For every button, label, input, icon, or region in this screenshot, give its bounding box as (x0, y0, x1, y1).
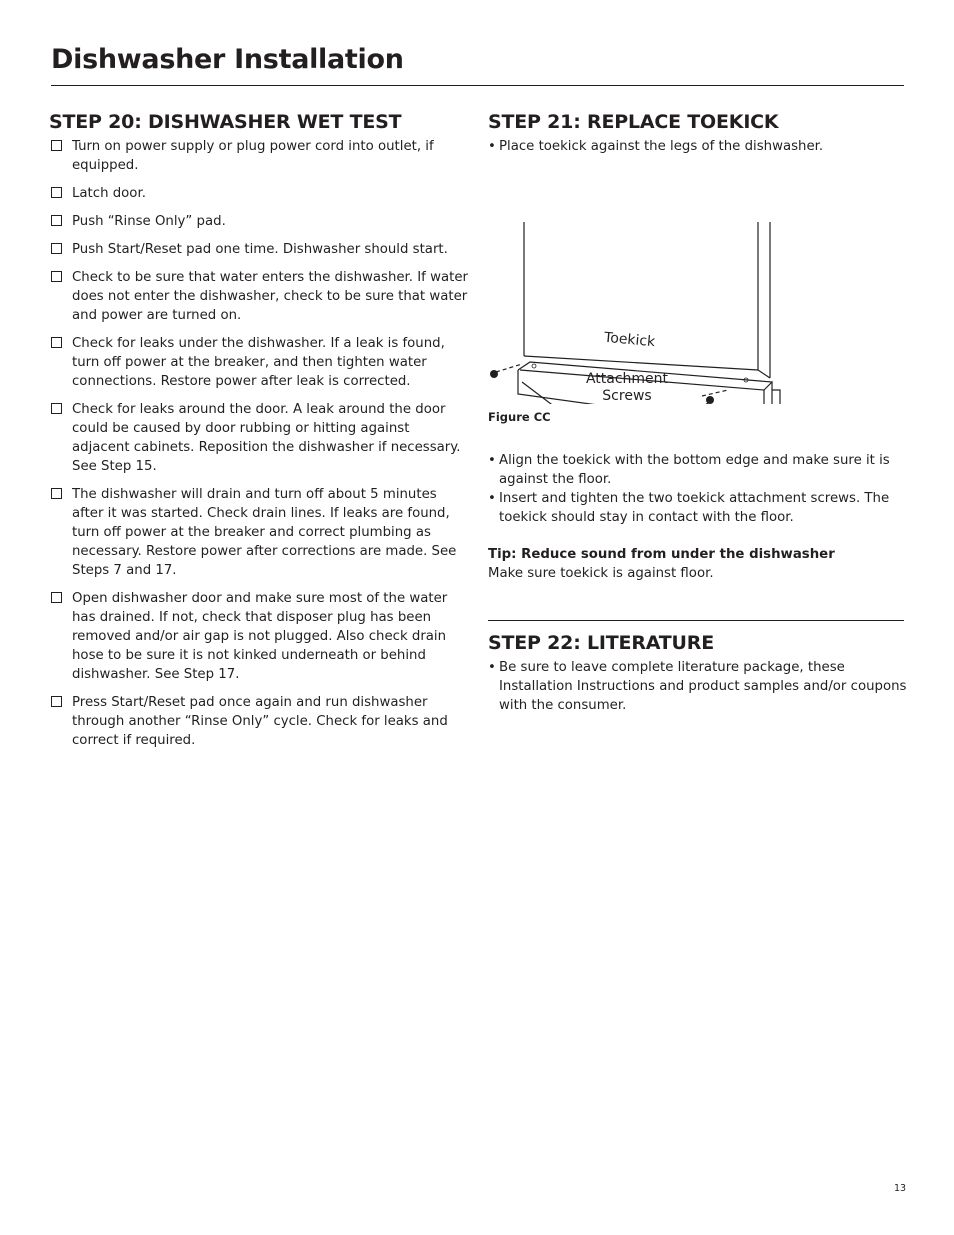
bullet-glyph: • (488, 453, 496, 468)
step20-section (49, 110, 469, 759)
checkbox[interactable] (51, 271, 62, 282)
checkbox[interactable] (51, 403, 62, 414)
step21-intro-text: Place toekick against the legs of the dishwasher. (499, 139, 824, 154)
checklist-item (49, 400, 469, 476)
checklist-item (49, 240, 469, 259)
toekick-illustration (488, 164, 798, 404)
toekick-figure (488, 164, 798, 404)
checkbox[interactable] (51, 215, 62, 226)
checkbox[interactable] (51, 592, 62, 603)
bullet-glyph: • (488, 491, 496, 506)
step22-bullet (488, 658, 908, 715)
checklist-item-text: Check for leaks around the door. A leak around the door could be caused by door rubbing or hitting against adjacent cabinets. Reposition the dishwasher if necessary. See Step 15. (72, 402, 461, 474)
page-title: Dishwasher Installation (51, 44, 404, 75)
checklist-item (49, 184, 469, 203)
step20-heading: STEP 20: DISHWASHER WET TEST (49, 111, 402, 133)
step21-intro (488, 137, 908, 156)
checklist-item-text: Open dishwasher door and make sure most of the water has drained. If not, check that disposer plug has been removed and/or air gap is not plugged. Also check drain hose to be sure it is not kinked underneath or behind dishwasher. See Step 17. (72, 591, 448, 682)
checklist-item-text: Press Start/Reset pad once again and run dishwasher through another “Rinse Only” cycle. Check for leaks and correct if required. (72, 695, 448, 748)
bullet-glyph: • (488, 660, 496, 675)
attachment-screws-label-line2: Screws (602, 388, 652, 404)
checklist-item-text: Turn on power supply or plug power cord into outlet, if equipped. (72, 139, 434, 173)
checklist-item-text: Check for leaks under the dishwasher. If a leak is found, turn off power at the breaker, and then tighten water connections. Restore power after leak is corrected. (72, 336, 445, 389)
checklist-item-text: Push “Rinse Only” pad. (72, 214, 226, 229)
checklist-item-text: The dishwasher will drain and turn off about 5 minutes after it was started. Check drain lines. If leaks are found, turn off power at the breaker and correct plumbing as necessary. Restore power after corrections are made. See Steps 7 and 17. (72, 487, 457, 578)
checkbox[interactable] (51, 337, 62, 348)
page-number: 13 (894, 1183, 907, 1194)
checklist-item (49, 212, 469, 231)
step21-bullet-text: Insert and tighten the two toekick attachment screws. The toekick should stay in contact with the floor. (499, 491, 890, 525)
title-rule (51, 85, 904, 86)
checklist-item (49, 693, 469, 750)
checkbox[interactable] (51, 140, 62, 151)
step21-heading: STEP 21: REPLACE TOEKICK (488, 111, 779, 133)
step21-bullet-text: Align the toekick with the bottom edge and make sure it is against the floor. (499, 453, 890, 487)
checklist-item (49, 589, 469, 684)
step21-bullet (488, 489, 908, 527)
step21-section (488, 110, 908, 715)
checkbox[interactable] (51, 243, 62, 254)
checklist-item-text: Check to be sure that water enters the dishwasher. If water does not enter the dishwasher, check to be sure that water and power are turned on. (72, 270, 468, 323)
step22-heading: STEP 22: LITERATURE (488, 632, 714, 654)
step21-bullet (488, 451, 908, 489)
toekick-label: Toekick (603, 329, 656, 351)
step22-bullet-text: Be sure to leave complete literature package, these Installation Instructions and product samples and/or coupons with the consumer. (499, 660, 907, 713)
step20-checklist (49, 137, 469, 750)
checklist-item-text: Latch door. (72, 186, 146, 201)
attachment-screws-label (580, 371, 674, 405)
checklist-item (49, 334, 469, 391)
checklist-item-text: Push Start/Reset pad one time. Dishwasher should start. (72, 242, 448, 257)
checkbox[interactable] (51, 488, 62, 499)
tip-heading: Tip: Reduce sound from under the dishwasher (488, 547, 835, 562)
figure-caption: Figure CC (488, 410, 551, 424)
checklist-item (49, 268, 469, 325)
attachment-screws-label-line1: Attachment (585, 371, 669, 387)
checkbox[interactable] (51, 187, 62, 198)
bullet-glyph: • (488, 139, 496, 154)
checklist-item (49, 137, 469, 175)
checklist-item (49, 485, 469, 580)
checkbox[interactable] (51, 696, 62, 707)
section-divider (488, 620, 904, 621)
tip-body: Make sure toekick is against floor. (488, 566, 714, 581)
step22-section (488, 631, 908, 715)
